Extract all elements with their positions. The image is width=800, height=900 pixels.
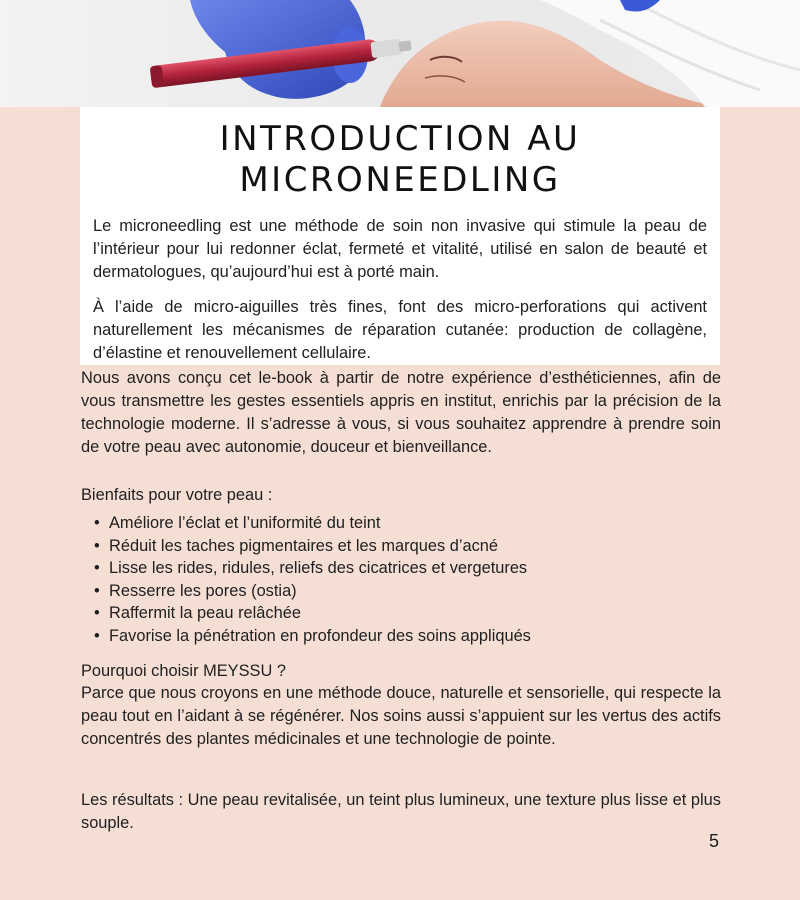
benefit-text: Réduit les taches pigmentaires et les marques d’acné	[109, 536, 499, 555]
list-item	[81, 625, 721, 648]
benefit-text: Raffermit la peau relâchée	[109, 604, 301, 623]
benefit-text: Améliore l’éclat et l’uniformité du teint	[109, 514, 381, 532]
title-line-2: MICRONEEDLING	[239, 160, 561, 200]
microneedling-pen-icon	[0, 0, 800, 107]
list-item	[81, 557, 721, 580]
list-item	[81, 535, 721, 558]
card-paragraph-1: Le microneedling est une méthode de soin non invasive qui stimule la peau de l’intérieur pour lui redonner éclat, fermeté et vitalité, utilisé en salon de beauté et dermatologues, qu’aujourd’hui est à porté main.	[93, 217, 707, 281]
list-item	[81, 580, 721, 603]
list-item	[81, 602, 721, 625]
benefit-text: Resserre les pores (ostia)	[109, 581, 297, 600]
results-paragraph: Les résultats : Une peau revitalisée, un teint plus lumineux, une texture plus lisse et plus souple.	[81, 791, 721, 832]
why-paragraph: Parce que nous croyons en une méthode douce, naturelle et sensorielle, qui respecte la peau tout en l’aidant à se régénérer. Nos soins aussi s’appuient sur les vertus des actifs concentrés des plantes médicinales et une technologie de pointe.	[81, 684, 721, 748]
benefit-text: Lisse les rides, ridules, reliefs des cicatrices et vergetures	[109, 559, 528, 578]
page-number: 5	[708, 831, 719, 851]
why-heading: Pourquoi choisir MEYSSU ?	[81, 662, 286, 680]
hero-photo	[0, 0, 800, 107]
bullet-icon: •	[94, 559, 100, 578]
page-title	[80, 119, 720, 201]
title-line-1: INTRODUCTION AU	[219, 119, 581, 159]
benefits-list	[81, 512, 721, 648]
bullet-icon: •	[94, 581, 100, 600]
bullet-icon: •	[94, 536, 100, 555]
list-item	[81, 512, 721, 535]
bullet-icon: •	[94, 626, 100, 645]
bullet-icon: •	[94, 604, 100, 623]
card-paragraph-2: À l’aide de micro-aiguilles très fines, font des micro-perforations qui activent naturellement les mécanismes de réparation cutanée: production de collagène, d’élastine et renouvellement cellulaire.	[93, 298, 707, 362]
intro-paragraph: Nous avons conçu cet le-book à partir de notre expérience d’esthéticiennes, afin de vous transmettre les gestes essentiels appris en institut, enrichis par la précision de la technologie moderne. Il s’adresse à vous, si vous souhaitez apprendre à prendre soin de votre peau avec autonomie, douceur et bienveillance.	[81, 369, 721, 456]
bullet-icon: •	[94, 514, 100, 532]
intro-card	[80, 107, 720, 365]
benefits-heading: Bienfaits pour votre peau :	[81, 486, 273, 504]
benefit-text: Favorise la pénétration en profondeur des soins appliqués	[109, 626, 531, 645]
